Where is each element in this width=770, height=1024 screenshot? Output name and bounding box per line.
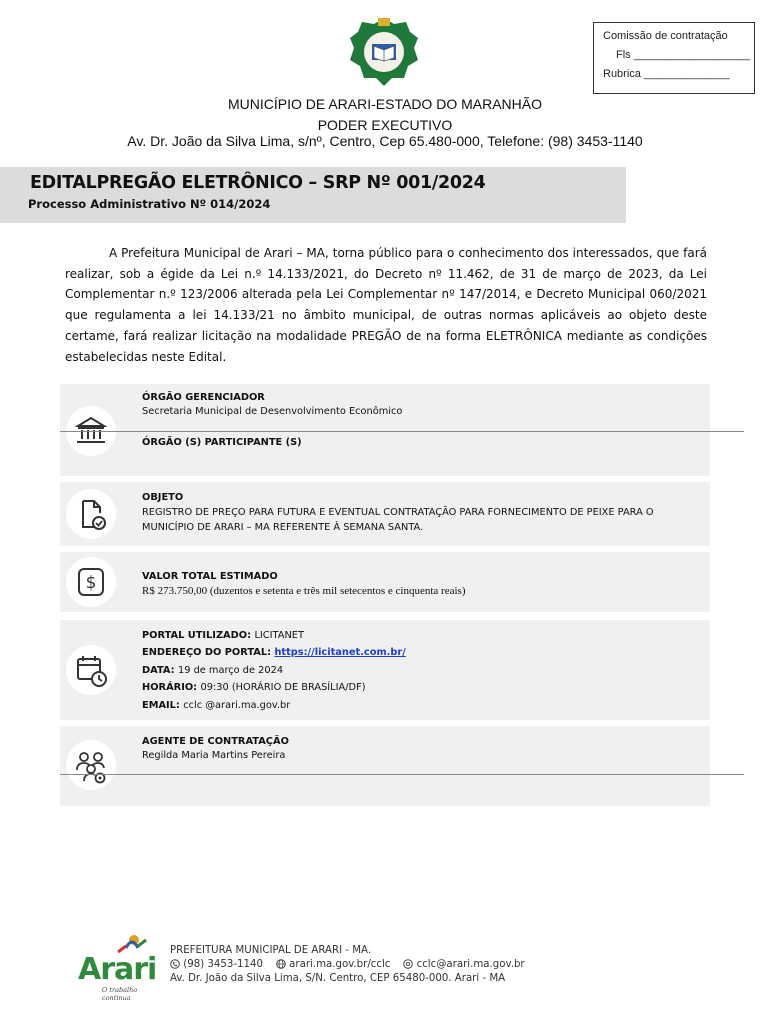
intro-paragraph: A Prefeitura Municipal de Arari – MA, torna público para o conhecimento dos interessados, que fará realizar, sob a égide da Lei n.º 14.133/2021, do Decreto nº 11.462, de 31 de março de 2023, da Lei Complementar n.º 123/2006 alterada pela Lei Complementar nº 147/2014, e Decreto Municipal 060/2021 que regulamenta a lei 14.133/21 no âmbito municipal, de outras normas aplicáveis ao objeto deste certame, fará realizar licitação na modalidade PREGÃO de na forma ELETRÔNICA mediante as condições estabelecidas neste Edital. <box>65 246 707 364</box>
valor-value: R$ 273.750,00 (duzentos e setenta e três mil setecentos e cinquenta reais) <box>142 585 466 597</box>
portal-row <box>142 630 304 641</box>
title-band <box>0 167 626 223</box>
email-value: cclc @arari.ma.gov.br <box>183 700 291 711</box>
portal-value: LICITANET <box>254 630 304 641</box>
stamp-title: Comissão de contratação <box>603 30 728 42</box>
endereco-label: ENDEREÇO DO PORTAL: <box>142 647 272 658</box>
stamp-fls: Fls ___________________ <box>616 49 750 61</box>
objeto-line-1: REGISTRO DE PREÇO PARA FUTURA E EVENTUAL CONTRATAÇÃO PARA FORNECIMENTO DE PEIXE PARA O <box>142 507 654 518</box>
document-subtitle: Processo Administrativo Nº 014/2024 <box>28 197 271 211</box>
horario-label: HORÁRIO: <box>142 682 198 693</box>
horario-value: 09:30 (HORÁRIO DE BRASÍLIA/DF) <box>200 682 366 693</box>
participante-label: ÓRGÃO (S) PARTICIPANTE (S) <box>142 437 302 448</box>
footer-phone: (98) 3453-1140 <box>183 959 263 970</box>
agente-value: Regilda Maria Martins Pereira <box>142 750 286 761</box>
logo-tagline: O trabalho continua <box>102 986 138 1002</box>
footer-info <box>170 944 525 986</box>
footer-title: PREFEITURA MUNICIPAL DE ARARI - MA. <box>170 945 372 956</box>
calendar-clock-icon <box>66 645 116 695</box>
agente-divider <box>60 774 744 775</box>
agente-block <box>60 726 710 806</box>
orgao-label: ÓRGÃO GERENCIADOR <box>142 392 265 403</box>
email-row <box>142 700 290 711</box>
phone-icon <box>170 959 180 970</box>
valor-label: VALOR TOTAL ESTIMADO <box>142 571 278 582</box>
dollar-icon <box>66 557 116 607</box>
document-title: EDITALPREGÃO ELETRÔNICO – SRP Nº 001/2024 <box>30 173 486 193</box>
header-executive: PODER EXECUTIVO <box>317 117 453 133</box>
footer-site[interactable]: arari.ma.gov.br/cclc <box>289 959 391 970</box>
footer-address: Av. Dr. João da Silva Lima, S/N. Centro, CEP 65480-000. Arari - MA <box>170 973 506 984</box>
email-label: EMAIL: <box>142 700 180 711</box>
portal-label: PORTAL UTILIZADO: <box>142 630 252 641</box>
orgao-value: Secretaria Municipal de Desenvolvimento Econômico <box>142 406 403 417</box>
svg-text:$: $ <box>85 573 97 593</box>
at-icon <box>403 959 413 970</box>
footer-email[interactable]: cclc@arari.ma.gov.br <box>416 959 525 970</box>
orgao-block <box>60 384 710 476</box>
horario-row <box>142 682 366 693</box>
objeto-block <box>60 482 710 546</box>
valor-block <box>60 552 710 612</box>
data-row <box>142 665 283 676</box>
footer-contacts <box>170 958 525 972</box>
commission-stamp-box <box>593 22 755 94</box>
globe-icon <box>276 959 286 970</box>
agente-label: AGENTE DE CONTRATAÇÃO <box>142 736 289 747</box>
data-label: DATA: <box>142 665 175 676</box>
endereco-row <box>142 647 406 658</box>
document-check-icon <box>66 489 116 539</box>
header-address: Av. Dr. João da Silva Lima, s/nº, Centro, Cep 65.480-000, Telefone: (98) 3453-1140 <box>127 133 643 149</box>
arari-logo <box>76 930 166 1002</box>
header-municipality: MUNICÍPIO DE ARARI-ESTADO DO MARANHÃO <box>228 96 542 112</box>
data-value: 19 de março de 2024 <box>177 665 284 676</box>
objeto-line-2: MUNICÍPIO DE ARARI – MA REFERENTE À SEMANA SANTA. <box>142 522 424 533</box>
team-settings-icon <box>66 740 116 790</box>
orgao-divider <box>60 431 744 432</box>
stamp-rubrica: Rubrica ______________ <box>603 68 730 80</box>
portal-block <box>60 620 710 720</box>
portal-link[interactable]: https://licitanet.com.br/ <box>274 647 406 658</box>
logo-wordmark: Arari <box>78 952 157 987</box>
municipal-crest <box>344 14 424 90</box>
objeto-label: OBJETO <box>142 492 184 503</box>
